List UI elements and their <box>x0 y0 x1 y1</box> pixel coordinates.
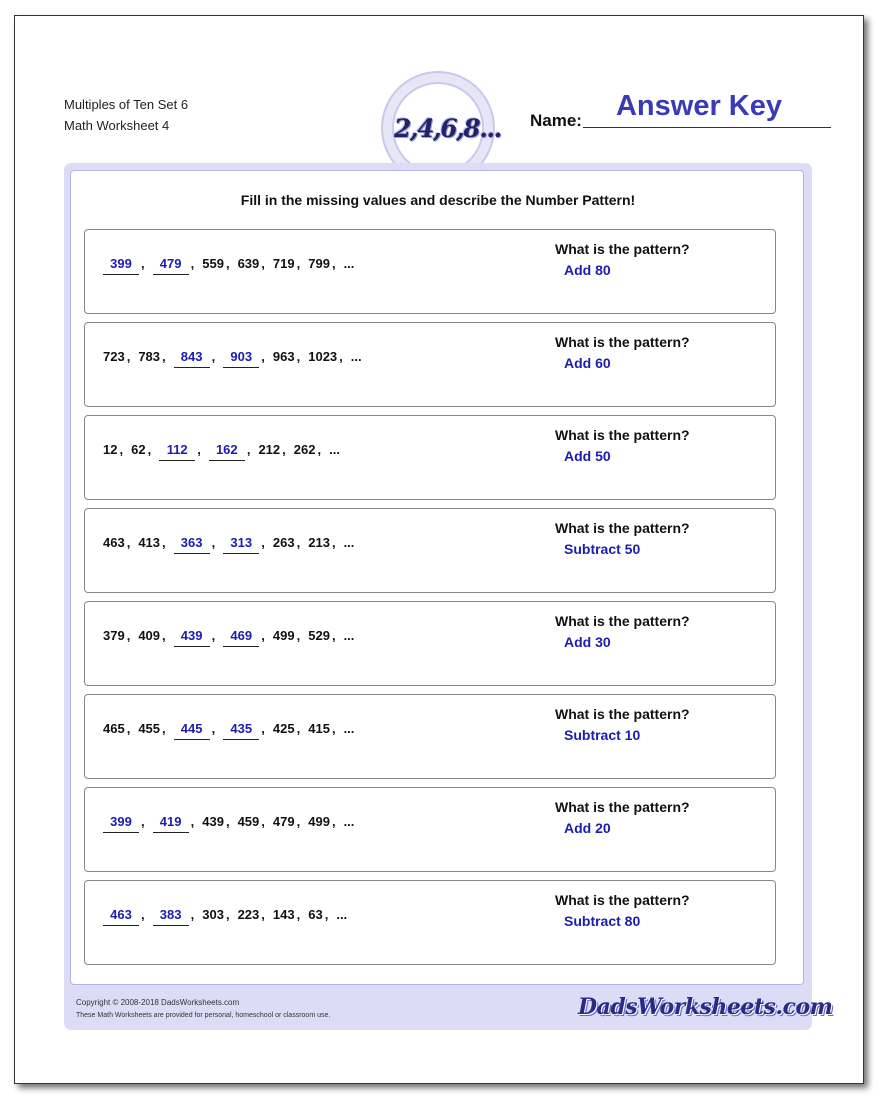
pattern-answer[interactable]: Add 50 <box>564 448 611 464</box>
blank-answer[interactable]: 903 <box>223 349 259 368</box>
blank-answer[interactable]: 383 <box>153 907 189 926</box>
number-sequence <box>103 907 347 926</box>
sequence-term: 1023 <box>308 349 338 364</box>
sequence-term: 459 <box>237 814 260 829</box>
pattern-question: What is the pattern? <box>555 334 690 350</box>
sequence-term: 783 <box>138 349 161 364</box>
comma-separator: , <box>261 628 265 643</box>
comma-separator: , <box>147 442 152 457</box>
comma-separator: , <box>141 907 145 922</box>
number-sequence <box>103 628 354 647</box>
comma-separator: , <box>211 628 216 643</box>
comma-separator: , <box>190 256 195 271</box>
sequence-term: 212 <box>258 442 281 457</box>
comma-separator: , <box>162 535 166 550</box>
pattern-answer[interactable]: Subtract 80 <box>564 913 641 929</box>
comma-separator: , <box>296 721 301 736</box>
comma-separator: , <box>126 628 131 643</box>
pattern-question: What is the pattern? <box>555 520 690 536</box>
comma-separator: , <box>190 907 195 922</box>
comma-separator: , <box>246 442 251 457</box>
sequence-term: 719 <box>272 256 295 271</box>
comma-separator: , <box>211 721 216 736</box>
comma-separator: , <box>211 535 216 550</box>
number-sequence <box>103 442 340 461</box>
comma-separator: , <box>162 628 166 643</box>
blank-answer[interactable]: 445 <box>174 721 210 740</box>
comma-separator: , <box>261 535 265 550</box>
comma-separator: , <box>339 349 343 364</box>
sequence-term: ... <box>343 814 355 829</box>
problem-box <box>84 415 776 500</box>
usage-note: These Math Worksheets are provided for personal, homeschool or classroom use. <box>76 1012 331 1019</box>
blank-answer[interactable]: 469 <box>223 628 259 647</box>
comma-separator: , <box>296 256 301 271</box>
blank-answer[interactable]: 399 <box>103 256 139 275</box>
sequence-term: 303 <box>202 907 224 922</box>
comma-separator: , <box>296 628 301 643</box>
pattern-question: What is the pattern? <box>555 427 690 443</box>
sequence-term: 465 <box>103 721 125 736</box>
answer-key-heading: Answer Key <box>615 90 782 122</box>
comma-separator: , <box>317 442 322 457</box>
problem-box <box>84 322 776 407</box>
comma-separator: , <box>331 721 336 736</box>
number-sequence <box>103 535 354 554</box>
sequence-term: 415 <box>308 721 330 736</box>
badge-text: 2,4,6,8... <box>394 114 501 143</box>
sequence-term: 639 <box>237 256 260 271</box>
sequence-term: ... <box>343 628 355 643</box>
sequence-term: 439 <box>202 814 224 829</box>
comma-separator: , <box>261 814 265 829</box>
pattern-question: What is the pattern? <box>555 799 690 815</box>
sequence-term: ... <box>329 442 340 457</box>
sequence-term: 409 <box>138 628 161 643</box>
comma-separator: , <box>331 814 336 829</box>
worksheet-title: Multiples of Ten Set 6 <box>64 97 189 112</box>
name-line <box>583 127 831 128</box>
comma-separator: , <box>261 256 265 271</box>
sequence-term: 262 <box>293 442 316 457</box>
problem-box <box>84 694 776 779</box>
comma-separator: , <box>296 907 301 922</box>
comma-separator: , <box>331 628 336 643</box>
number-sequence <box>103 721 354 740</box>
comma-separator: , <box>282 442 286 457</box>
number-sequence <box>103 349 362 368</box>
sequence-term: 213 <box>308 535 330 550</box>
sequence-term: 799 <box>308 256 330 271</box>
name-label: Name: <box>530 111 582 130</box>
comma-separator: , <box>296 349 301 364</box>
comma-separator: , <box>261 907 265 922</box>
comma-separator: , <box>324 907 329 922</box>
comma-separator: , <box>211 349 216 364</box>
comma-separator: , <box>225 814 230 829</box>
pattern-answer[interactable]: Add 80 <box>564 262 611 278</box>
blank-answer[interactable]: 479 <box>153 256 189 275</box>
pattern-answer[interactable]: Subtract 50 <box>564 541 641 557</box>
blank-answer[interactable]: 162 <box>209 442 245 461</box>
pattern-answer[interactable]: Add 30 <box>564 634 611 650</box>
instructions-text: Fill in the missing values and describe the Number Pattern! <box>240 192 636 208</box>
number-sequence <box>103 814 354 833</box>
sequence-term: 223 <box>237 907 260 922</box>
comma-separator: , <box>162 349 166 364</box>
comma-separator: , <box>141 814 145 829</box>
comma-separator: , <box>126 535 131 550</box>
sequence-term: 499 <box>272 628 295 643</box>
blank-answer[interactable]: 843 <box>174 349 210 368</box>
pattern-question: What is the pattern? <box>555 706 690 722</box>
sequence-term: 479 <box>272 814 295 829</box>
comma-separator: , <box>162 721 166 736</box>
sequence-term: ... <box>343 721 355 736</box>
sequence-term: ... <box>343 535 355 550</box>
sequence-term: ... <box>336 907 348 922</box>
problem-box <box>84 787 776 872</box>
worksheet-subtitle: Math Worksheet 4 <box>64 118 170 133</box>
sequence-term: 12 <box>103 442 118 457</box>
sequence-term: 263 <box>272 535 295 550</box>
sequence-term: 143 <box>272 907 295 922</box>
sequence-term: 499 <box>308 814 330 829</box>
sequence-term: 379 <box>103 628 125 643</box>
comma-separator: , <box>119 442 124 457</box>
comma-separator: , <box>296 535 301 550</box>
sequence-term: ... <box>350 349 362 364</box>
pattern-answer[interactable]: Add 20 <box>564 820 611 836</box>
problem-box <box>84 601 776 686</box>
sequence-term: 455 <box>138 721 161 736</box>
pattern-question: What is the pattern? <box>555 892 690 908</box>
blank-answer[interactable]: 439 <box>174 628 210 647</box>
blank-answer[interactable]: 419 <box>153 814 189 833</box>
number-sequence <box>103 256 354 275</box>
sequence-term: 413 <box>138 535 161 550</box>
comma-separator: , <box>225 256 230 271</box>
comma-separator: , <box>197 442 201 457</box>
pattern-answer[interactable]: Add 60 <box>564 355 611 371</box>
sequence-term: 463 <box>103 535 125 550</box>
comma-separator: , <box>296 814 301 829</box>
problem-box <box>84 880 776 965</box>
pattern-answer[interactable]: Subtract 10 <box>564 727 641 743</box>
sequence-term: ... <box>343 256 355 271</box>
comma-separator: , <box>261 349 265 364</box>
sequence-term: 529 <box>308 628 330 643</box>
sequence-term: 62 <box>131 442 146 457</box>
sequence-term: 63 <box>308 907 323 922</box>
badge-inner-circle <box>392 82 501 174</box>
blank-answer[interactable]: 435 <box>223 721 259 740</box>
comma-separator: , <box>261 721 265 736</box>
sequence-term: 963 <box>272 349 295 364</box>
comma-separator: , <box>331 256 336 271</box>
comma-separator: , <box>126 721 131 736</box>
blank-answer[interactable]: 463 <box>103 907 139 926</box>
comma-separator: , <box>141 256 145 271</box>
blank-answer[interactable]: 112 <box>159 442 195 461</box>
sequence-term: 425 <box>272 721 295 736</box>
pattern-question: What is the pattern? <box>555 241 690 257</box>
sequence-term: 559 <box>202 256 224 271</box>
sequence-term: 723 <box>103 349 125 364</box>
copyright-text: Copyright © 2008-2018 DadsWorksheets.com <box>76 998 240 1007</box>
blank-answer[interactable]: 363 <box>174 535 210 554</box>
pattern-question: What is the pattern? <box>555 613 690 629</box>
comma-separator: , <box>190 814 195 829</box>
comma-separator: , <box>331 535 336 550</box>
dadsworksheets-logo: DadsWorksheets.com <box>578 994 833 1020</box>
problem-box <box>84 229 776 314</box>
problem-box <box>84 508 776 593</box>
blank-answer[interactable]: 313 <box>223 535 259 554</box>
comma-separator: , <box>126 349 131 364</box>
blank-answer[interactable]: 399 <box>103 814 139 833</box>
comma-separator: , <box>225 907 230 922</box>
